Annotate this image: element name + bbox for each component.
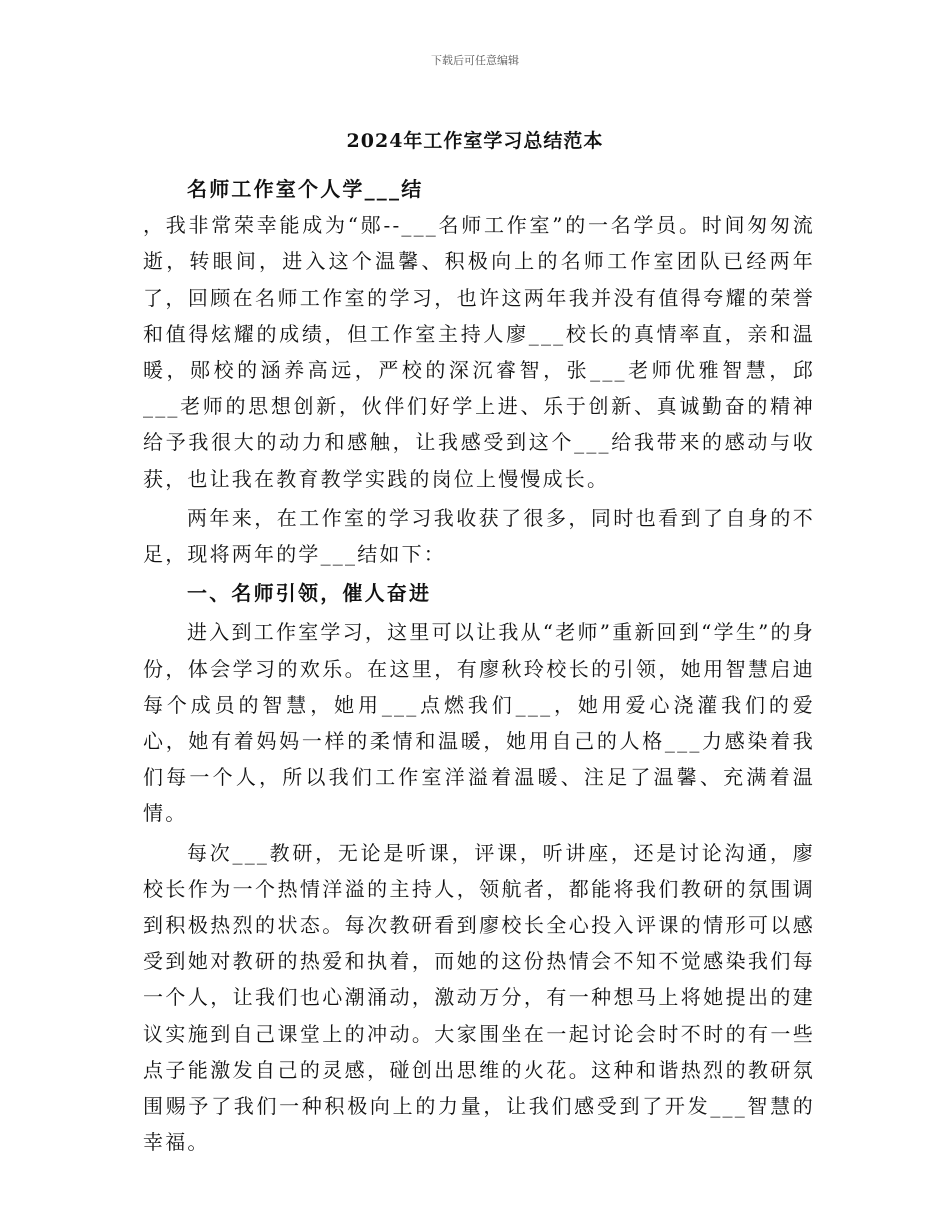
paragraph-section1-b: 每次___教研，无论是听课，评课，听讲座，还是讨论沟通，廖校长作为一个热情洋溢的主持人，领航者，都能将我们教研的氛围调到积极热烈的状态。每次教研看到廖校长全心投入评课的情形可以感受到她对教研的热爱和执着，而她的这份热情会不知不觉感染我们每一个人，让我们也心潮涌动，激动万分，有一种想马上将她提出的建议实施到自己课堂上的冲动。大家围坐在一起讨论会时不时的有一些点子能激发自己的灵感，碰创出思维的火花。这种和谐热烈的教研氛围赐予了我们一种积极向上的力量，让我们感受到了开发___智慧的幸福。 (143, 840, 815, 1155)
document-body (143, 171, 815, 1160)
subtitle-heading: 名师工作室个人学___结 (187, 177, 424, 201)
paragraph-intro: ，我非常荣幸能成为“郧--___名师工作室”的一名学员。时间匆匆流逝，转眼间，进入这个温馨、积极向上的名师工作室团队已经两年了，回顾在名师工作室的学习，也许这两年我并没有值得夸耀的荣誉和值得炫耀的成绩，但工作室主持人廖___校长的真情率直，亲和温暖，郧校的涵养高远，严校的深沉睿智，张___老师优雅智慧，邱___老师的思想创新，伙伴们好学上进、乐于创新、真诚勤奋的精神给予我很大的动力和感触，让我感受到这个___给我带来的感动与收获，也让我在教育教学实践的岗位上慢慢成长。 (143, 213, 815, 491)
paragraph-section1-a: 进入到工作室学习，这里可以让我从“老师”重新回到“学生”的身份，体会学习的欢乐。在这里，有廖秋玲校长的引领，她用智慧启迪每个成员的智慧，她用___点燃我们___，她用爱心浇灌我们的爱心，她有着妈妈一样的柔情和温暖，她用自己的人格___力感染着我们每一个人，所以我们工作室洋溢着温暖、注足了温馨、充满着温情。 (143, 620, 815, 826)
document-title: 2024年工作室学习总结范本 (346, 130, 604, 152)
header-note: 下载后可任意编辑 (431, 54, 519, 67)
section-heading-1: 一、名师引领，催人奋进 (187, 581, 432, 606)
paragraph-summary-lead: 两年来，在工作室的学习我收获了很多，同时也看到了自身的不足，现将两年的学___结如下： (143, 505, 815, 567)
